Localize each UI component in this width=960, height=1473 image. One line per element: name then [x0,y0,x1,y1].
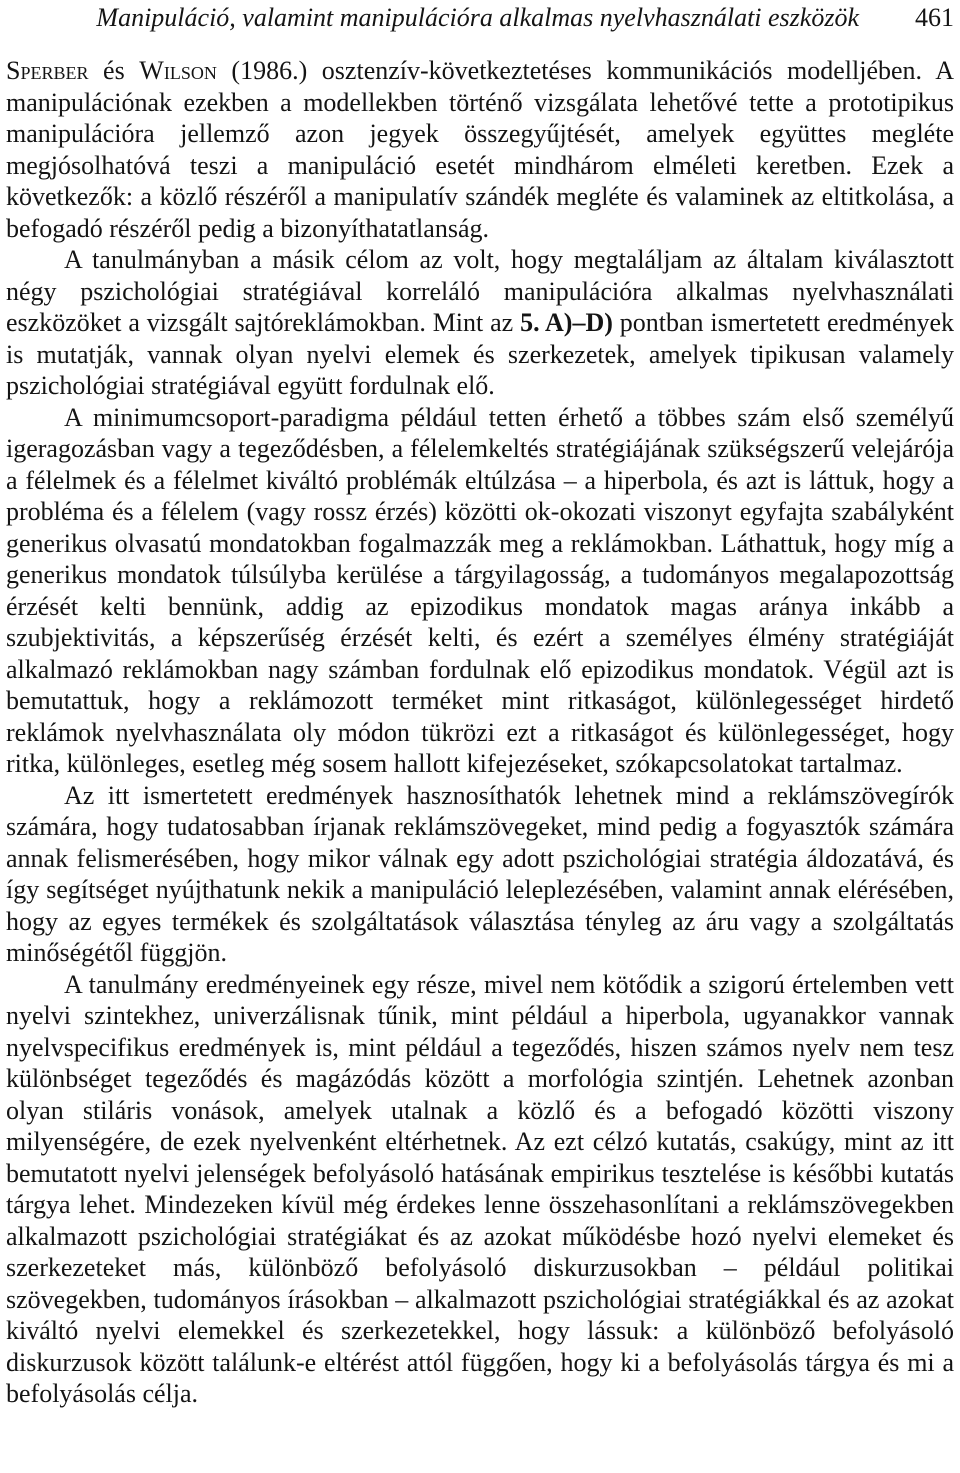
text-run: A tanulmány eredményeinek egy része, mivel nem kötődik a szigorú értelemben vett nyelvi szintekhez, univerzálisnak tűnik, mint például a hiperbola, ugyanakkor vannak nyelvspecifikus eredmények is, mint például a tegeződés, hiszen számos nyelv nem tesz különbséget tegeződés és magázódás között a morfológia szintjén. Lehetnek azonban olyan stiláris vonások, amelyek utalnak a közlő és a befogadó közötti viszony milyenségére, de ezek nyelvenként eltérhetnek. Az ezt célzó kutatás, csakúgy, mint az itt bemutatott nyelvi jelenségek befolyásoló hatásának empirikus tesztelése is későbbi kutatás tárgya lehet. Mindezeken kívül még érdekes lenne összehasonlítani a reklámszövegekben alkalmazott pszichológiai stratégiákat és az azokat működésbe hozó nyelvi elemeket és szerkezeteket más, különböző befolyásoló diskurzusokban – például politikai szövegekben, tudományos írásokban – alkalmazott pszichológiai stratégiákkal és az azokat kiváltó nyelvi elemekkel és szerkezetekkel, hogy lássuk: a különböző befolyásoló diskurzusok között találunk-e eltérést attól függően, hogy ki a befolyásolás tárgya és mi a befolyásolás célja. [6,969,954,1408]
document-page [6,0,954,1410]
running-head [6,0,954,35]
text-run: (1986.) osztenzív-következtetéses kommunikációs modelljében. A manipulációnak ezekben a modellekben történő vizsgálata lehetővé tette a prototipikus manipulációra jellemző azon jegyek összegyűjtését, amelyek együttes megléte megjósolhatóvá teszi a manipuláció esetét mindhárom elméleti keretben. Ezek a következők: a közlő részéről a manipulatív szándék megléte és valaminek az eltitkolása, a befogadó részéről pedig a bizonyíthatatlanság. [6,56,954,243]
paragraph-4 [6,780,954,969]
text-run: pontban ismertetett eredmények is mutatják, vannak olyan nyelvi elemek és szerkezetek, amelyek tipikusan valamely pszichológiai stratégiával együtt fordulnak elő. [6,308,955,400]
paragraph-5 [6,969,954,1410]
author-name: Wilson [139,56,217,85]
text-run: A tanulmányban a másik célom az volt, hogy megtaláljam az általam kiválasztott négy pszichológiai stratégiával korreláló manipulációra alkalmas nyelvhasználati eszközöket a vizsgált sajtóreklámokban. Mint az [6,245,954,337]
body-text [6,55,954,1410]
paragraph-1 [6,55,954,244]
paragraph-3 [6,402,954,780]
page-number: 461 [915,3,954,32]
paragraph-2 [6,244,954,402]
text-run: Az itt ismertetett eredmények hasznosíthatók lehetnek mind a reklámszövegírók számára, hogy tudatosabban írjanak reklámszövegeket, mind pedig a fogyasztók számára annak felismerésében, hogy mikor válnak egy adott pszichológiai stratégia áldozatává, és így segítséget nyújthatunk nekik a manipuláció leleplezésében, valamint annak elérésében, hogy az egyes termékek és szolgáltatások választása tényleg az áru vagy a szolgáltatás minőségétől függjön. [6,780,954,967]
text-run: és [88,56,140,85]
text-run: A minimumcsoport-paradigma például tetten érhető a többes szám első személyű igeragozásban vagy a tegeződésben, a félelemkeltés stratégiájának szükségszerű velejárója a félelmek és a félelmet kiváltó problémák eltúlzása – a hiperbola, és azt is láttuk, hogy a probléma és a félelem (vagy rossz érzés) közötti ok-okozati viszonyt egyfajta szabályként generikus olvasatú mondatokban fogalmazzák meg a reklámokban. Láthattuk, hogy míg a generikus mondatok túlsúlyba kerülése a tárgyilagosság, a tudományos megalapozottság érzését kelti bennünk, addig az epizodikus mondatok magas aránya inkább a szubjektivitás, a képszerűség érzését kelti, és ezért a személyes élmény stratégiáját alkalmazó reklámokban nagy számban fordulnak elő epizodikus mondatok. Végül azt is bemutattuk, hogy a reklámozott terméket mint ritkaságot, különlegességet hirdető reklámok nyelvhasználata oly módon tükrözi ezt a ritkaságot és különlegességet, hogy ritka, különleges, esetleg még sosem hallott kifejezéseket, szókapcsolatokat tartalmaz. [6,402,954,778]
running-title: Manipuláció, valamint manipulációra alkalmas nyelvhasználati eszközök [96,3,859,32]
author-name: Sperber [6,56,89,85]
section-reference: 5. A)–D) [520,308,613,337]
